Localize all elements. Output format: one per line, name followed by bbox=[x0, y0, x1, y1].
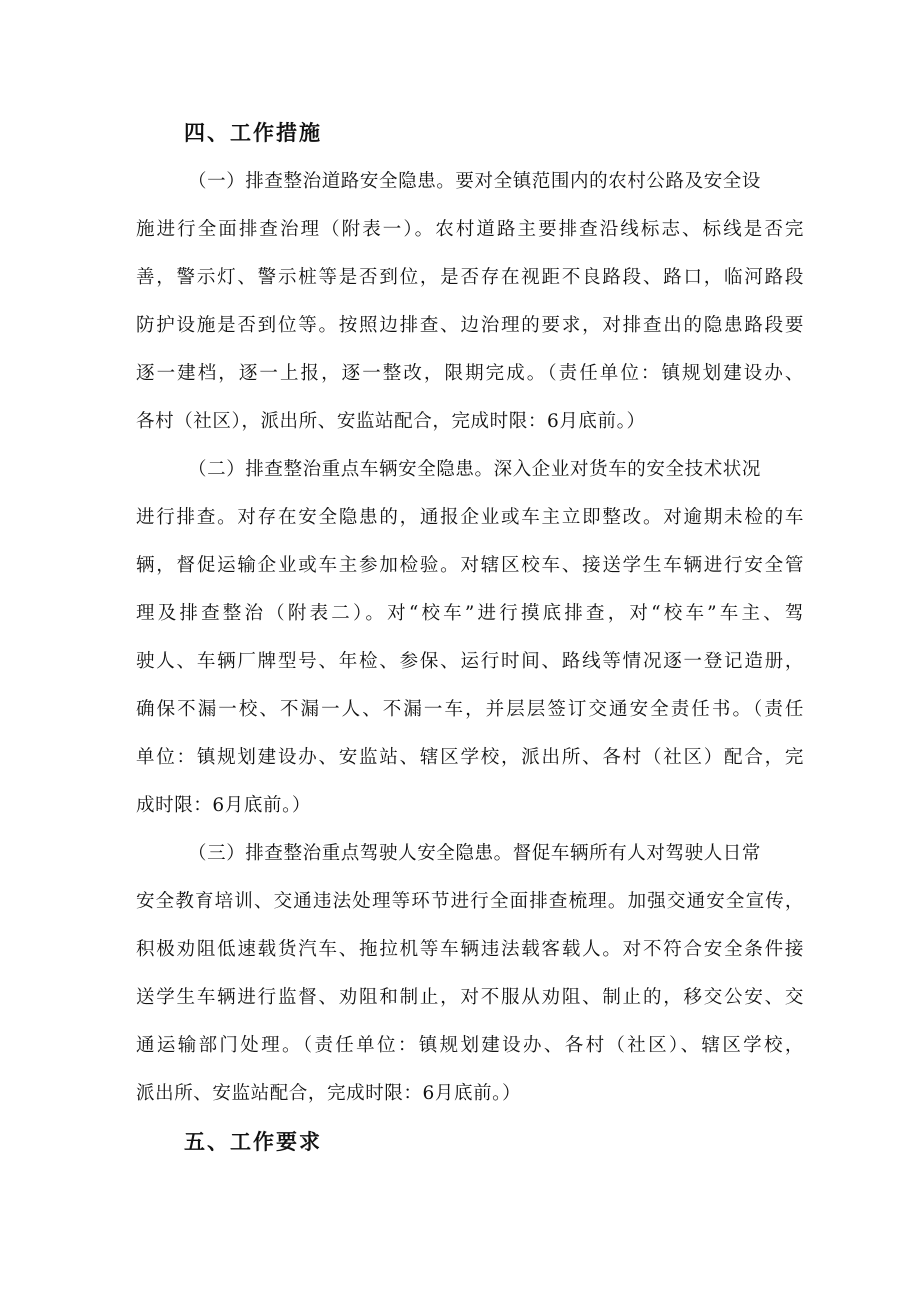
paragraph-1-line-4: 防护设施是否到位等。按照边排查、边治理的要求，对排查出的隐患路段要 bbox=[136, 315, 804, 336]
paragraph-2-line-2: 进行排查。对存在安全隐患的，通报企业或车主立即整改。对逾期未检的车 bbox=[136, 507, 804, 528]
paragraph-1-line-3: 善，警示灯、警示桩等是否到位，是否存在视距不良路段、路口，临河路段 bbox=[136, 267, 804, 288]
paragraph-2-line-5: 驶人、车辆厂牌型号、年检、参保、运行时间、路线等情况逐一登记造册， bbox=[136, 651, 804, 672]
paragraph-3-line-1: （三）排查整治重点驾驶人安全隐患。督促车辆所有人对驾驶人日常 bbox=[188, 843, 762, 864]
paragraph-2-line-4: 理及排查整治（附表二）。对“校车”进行摸底排查，对“校车”车主、驾 bbox=[136, 603, 804, 624]
paragraph-2-line-7: 单位：镇规划建设办、安监站、辖区学校，派出所、各村（社区）配合，完 bbox=[136, 747, 804, 768]
paragraph-1-line-6: 各村（社区），派出所、安监站配合，完成时限：6月底前。） bbox=[136, 411, 646, 432]
paragraph-2-line-3: 辆，督促运输企业或车主参加检验。对辖区校车、接送学生车辆进行安全管 bbox=[136, 555, 804, 576]
section-heading-work-measures: 四、工作措施 bbox=[184, 120, 322, 145]
paragraph-3-line-2: 安全教育培训、交通违法处理等环节进行全面排查梳理。加强交通安全宣传， bbox=[136, 891, 804, 912]
paragraph-3-line-4: 送学生车辆进行监督、劝阻和制止，对不服从劝阻、制止的，移交公安、交 bbox=[136, 987, 804, 1008]
paragraph-2-line-8: 成时限：6月底前。） bbox=[136, 795, 312, 816]
paragraph-1-line-5: 逐一建档，逐一上报，逐一整改，限期完成。（责任单位：镇规划建设办、 bbox=[136, 363, 804, 384]
paragraph-2-line-1: （二）排查整治重点车辆安全隐患。深入企业对货车的安全技术状况 bbox=[188, 459, 762, 480]
paragraph-3-line-6: 派出所、安监站配合，完成时限：6月底前。） bbox=[136, 1083, 522, 1104]
paragraph-1-line-1: （一）排查整治道路安全隐患。要对全镇范围内的农村公路及安全设 bbox=[188, 171, 762, 192]
section-heading-work-requirements: 五、工作要求 bbox=[184, 1129, 322, 1154]
paragraph-3-line-5: 通运输部门处理。（责任单位：镇规划建设办、各村（社区）、辖区学校， bbox=[136, 1035, 804, 1056]
paragraph-3-line-3: 积极劝阻低速载货汽车、拖拉机等车辆违法载客载人。对不符合安全条件接 bbox=[136, 939, 804, 960]
paragraph-2-line-6: 确保不漏一校、不漏一人、不漏一车，并层层签订交通安全责任书。（责任 bbox=[136, 699, 804, 720]
paragraph-1-line-2: 施进行全面排查治理（附表一）。农村道路主要排查沿线标志、标线是否完 bbox=[136, 219, 804, 240]
